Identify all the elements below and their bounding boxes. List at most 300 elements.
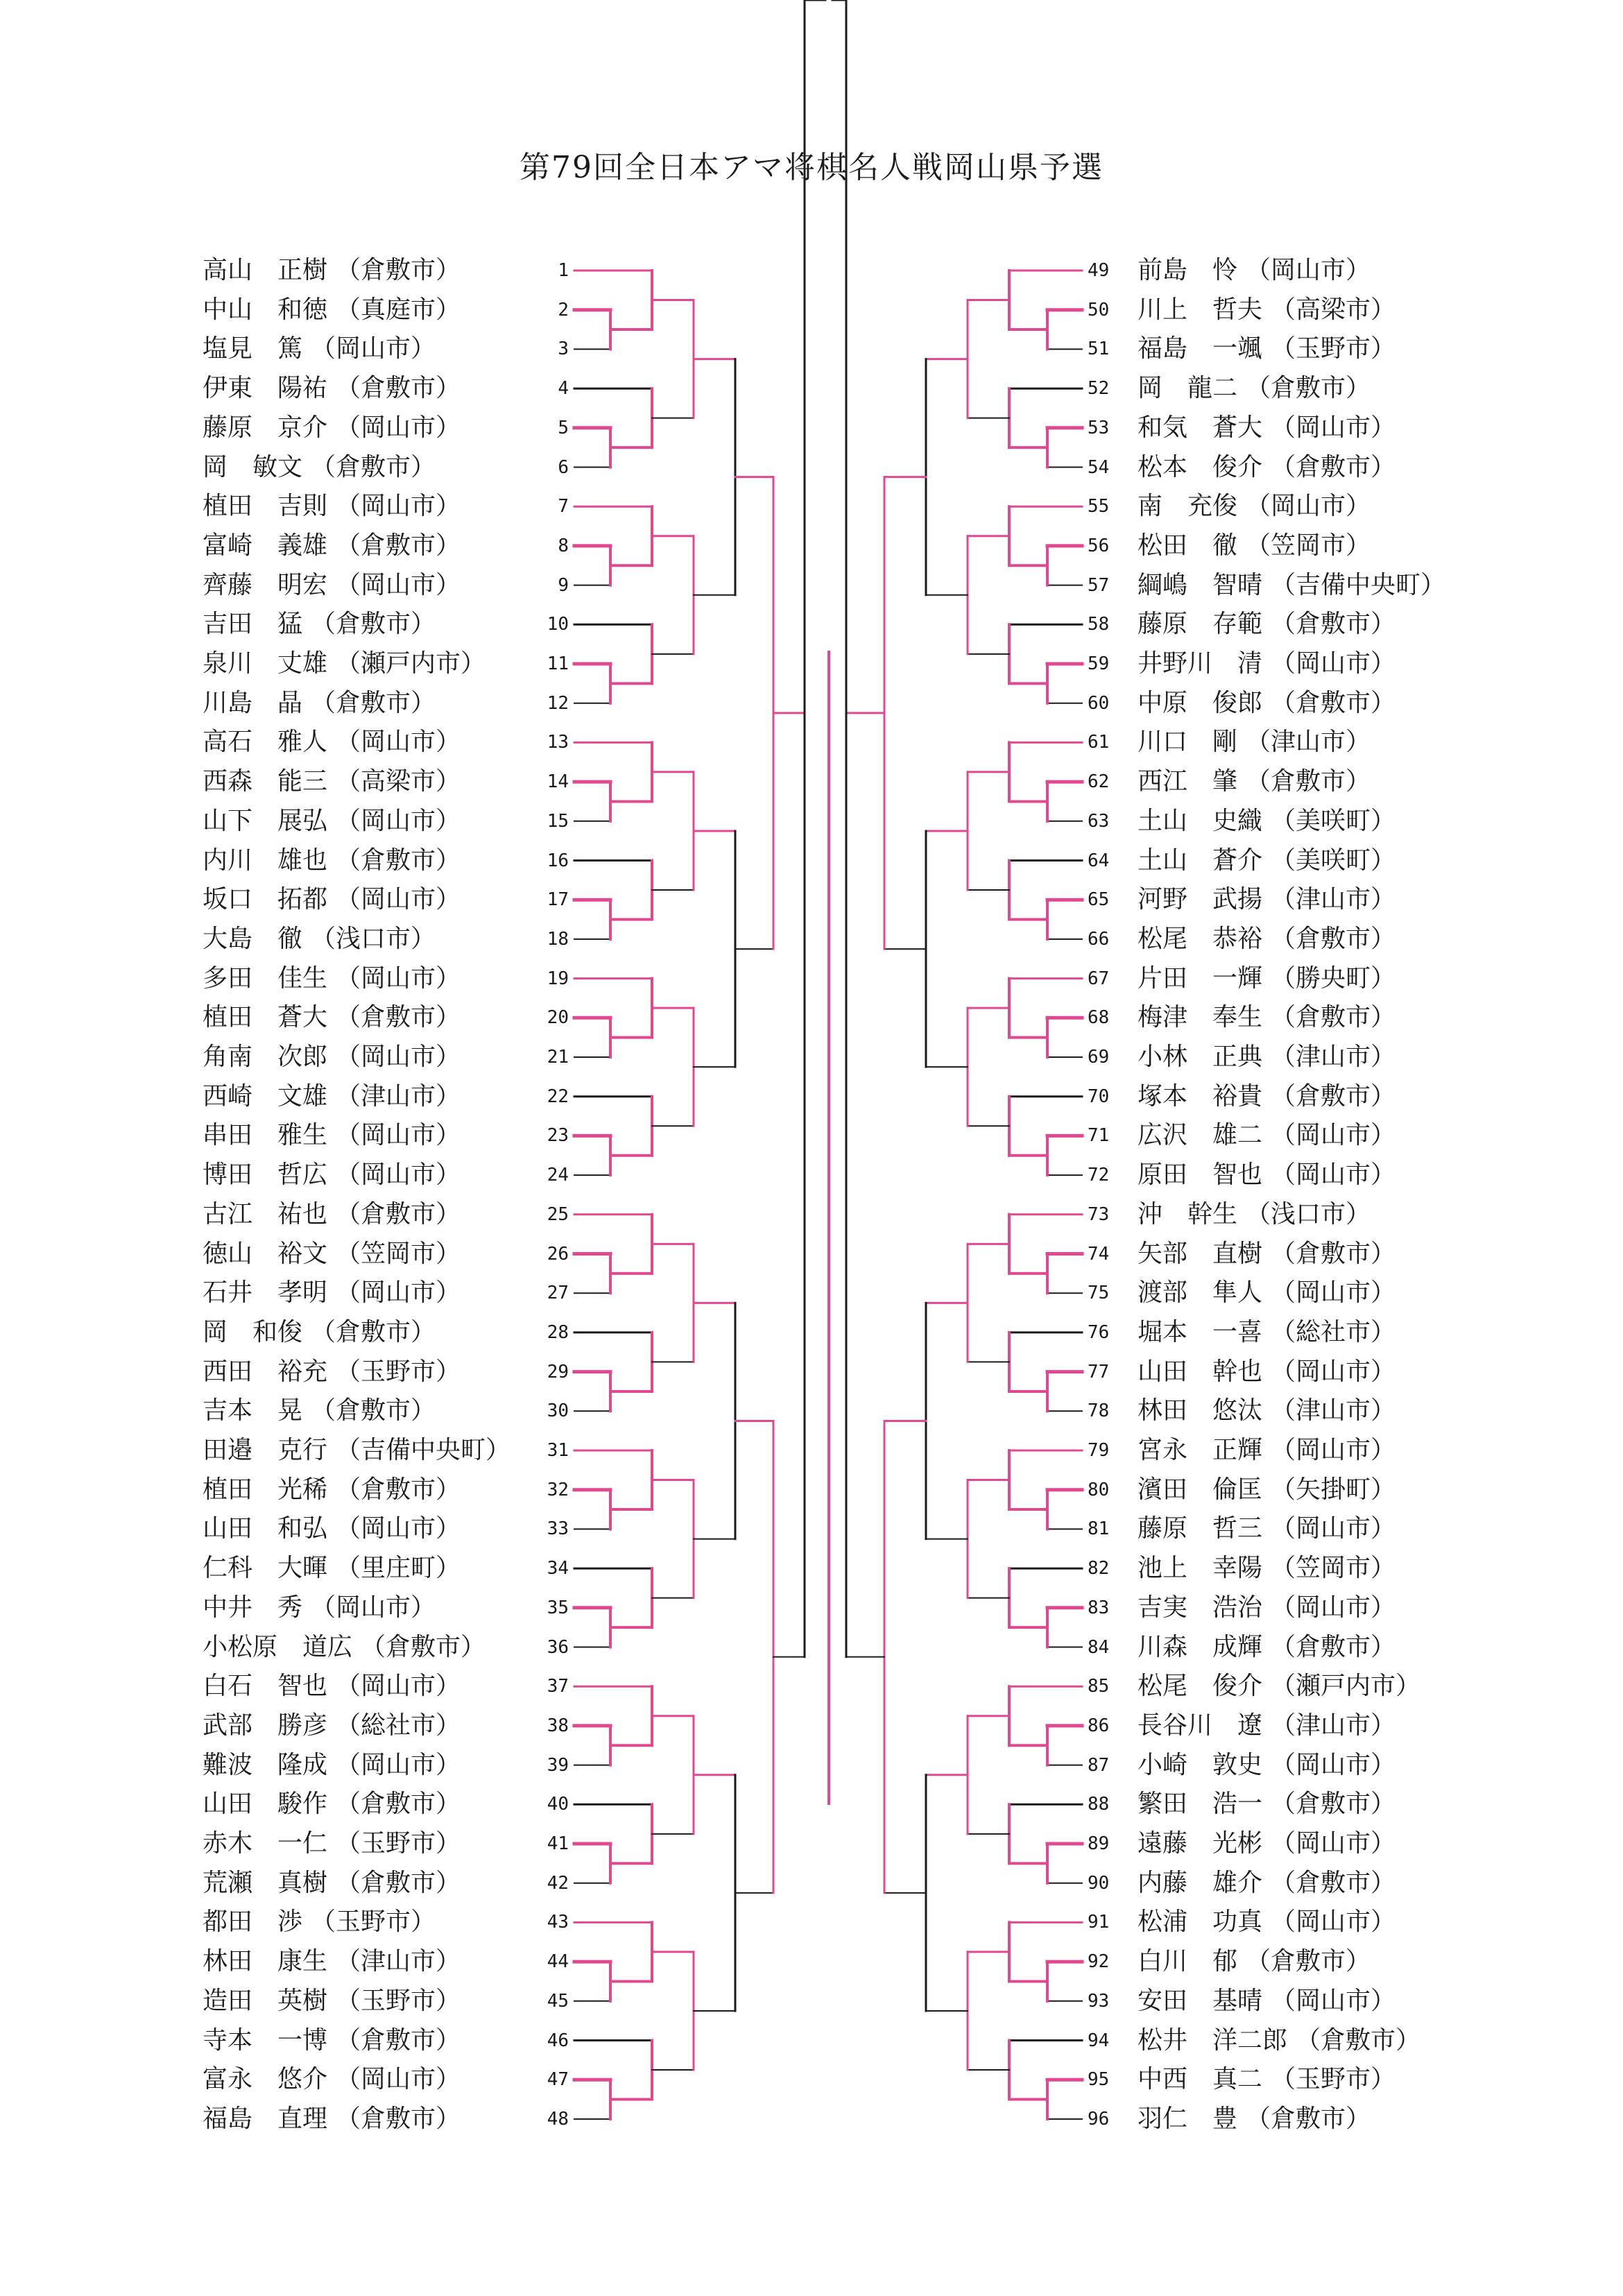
player-region: （高梁市） (336, 767, 461, 796)
seed-number: 49 (1088, 260, 1110, 281)
player-name: 林田 康生 (203, 1947, 328, 1976)
player-name: 白石 智也 (203, 1672, 328, 1701)
seed-number: 86 (1088, 1715, 1110, 1736)
player-entry (203, 487, 461, 526)
player-entry (203, 1235, 461, 1274)
player-name: 綱嶋 智晴 (1137, 570, 1263, 599)
player-name: 西森 能三 (203, 767, 328, 796)
player-name: 山田 幹也 (1137, 1357, 1263, 1386)
player-name: 松尾 恭裕 (1137, 924, 1263, 953)
player-region: （倉敷市） (336, 1790, 461, 1819)
seed-number: 42 (547, 1872, 569, 1894)
player-entry (203, 329, 436, 368)
seed-number: 36 (547, 1636, 569, 1658)
seed-number: 2 (558, 299, 569, 320)
player-entry (1137, 1824, 1396, 1863)
player-entry (1137, 1156, 1396, 1194)
seed-number: 75 (1088, 1283, 1110, 1304)
player-entry (203, 684, 436, 723)
seed-number: 30 (547, 1400, 569, 1422)
seed-number: 94 (1088, 2030, 1110, 2051)
player-region: （倉敷市） (1246, 1947, 1371, 1976)
seed-number: 85 (1088, 1676, 1110, 1697)
player-region: （津山市） (336, 1947, 461, 1976)
player-name: 大島 徹 (203, 924, 303, 953)
player-name: 西江 肇 (1137, 767, 1238, 796)
seed-number: 57 (1088, 574, 1110, 596)
player-entry (1137, 1235, 1396, 1274)
player-region: （岡山市） (1271, 1986, 1396, 2015)
seed-number: 47 (547, 2069, 569, 2091)
player-entry (203, 920, 436, 959)
player-name: 植田 光稀 (203, 1475, 328, 1504)
player-name: 長谷川 遼 (1137, 1711, 1263, 1740)
player-name: 福島 直理 (203, 2104, 328, 2133)
player-entry (203, 1471, 461, 1509)
player-name: 石井 孝明 (203, 1278, 328, 1308)
seed-number: 55 (1088, 496, 1110, 517)
player-region: （津山市） (1271, 885, 1396, 914)
player-region: （岡山市） (336, 885, 461, 914)
player-entry (1137, 1353, 1396, 1391)
player-name: 安田 基晴 (1137, 1986, 1263, 2015)
player-entry (1137, 329, 1396, 368)
player-region: （総社市） (336, 1711, 461, 1740)
player-entry (1137, 1667, 1420, 1706)
player-name: 松井 洋二郎 (1137, 2025, 1288, 2055)
player-region: （倉敷市） (1271, 1081, 1396, 1111)
player-name: 松尾 俊介 (1137, 1672, 1263, 1701)
player-name: 中山 和徳 (203, 295, 328, 324)
player-name: 片田 一輝 (1137, 963, 1263, 993)
player-entry (203, 605, 436, 644)
player-region: （玉野市） (1271, 334, 1396, 363)
player-entry (1137, 566, 1445, 605)
player-region: （倉敷市） (311, 610, 436, 639)
player-name: 濱田 倫匡 (1137, 1475, 1263, 1504)
player-name: 徳山 裕文 (203, 1239, 328, 1268)
player-region: （岡山市） (336, 1514, 461, 1543)
player-name: 藤原 京介 (203, 413, 328, 442)
player-name: 岡 和俊 (203, 1317, 303, 1346)
player-entry (203, 841, 461, 880)
seed-number: 58 (1088, 614, 1110, 635)
player-entry (203, 1391, 436, 1430)
player-entry (203, 1274, 461, 1312)
player-name: 西崎 文雄 (203, 1081, 328, 1111)
player-region: （笠岡市） (1246, 531, 1371, 560)
player-region: （岡山市） (1271, 649, 1396, 678)
player-name: 宮永 正輝 (1137, 1436, 1263, 1464)
player-region: （吉備中央町） (1271, 570, 1446, 599)
seed-number: 24 (547, 1165, 569, 1186)
seed-number: 22 (547, 1086, 569, 1107)
player-region: （玉野市） (336, 1986, 461, 2015)
player-region: （倉敷市） (336, 2104, 461, 2133)
player-name: 沖 幹生 (1137, 1199, 1238, 1228)
player-entry (203, 2100, 461, 2139)
player-name: 小林 正典 (1137, 1043, 1263, 1071)
player-region: （岡山市） (1246, 256, 1371, 284)
player-entry (1137, 723, 1371, 762)
seed-number: 61 (1088, 732, 1110, 753)
seed-number: 83 (1088, 1597, 1110, 1618)
player-name: 富崎 義雄 (203, 531, 328, 560)
player-region: （岡山市） (336, 1750, 461, 1779)
player-region: （津山市） (1271, 1043, 1396, 1071)
player-entry (1137, 2060, 1396, 2099)
player-entry (1137, 1038, 1396, 1077)
player-entry (1137, 1431, 1396, 1470)
seed-number: 29 (547, 1361, 569, 1382)
player-entry (203, 1156, 461, 1194)
player-entry (203, 880, 461, 919)
player-region: （岡山市） (336, 806, 461, 835)
player-entry (1137, 251, 1371, 290)
player-entry (203, 644, 486, 683)
player-entry (1137, 291, 1396, 329)
player-entry (1137, 1116, 1396, 1155)
player-entry (1137, 605, 1396, 644)
seed-number: 65 (1088, 889, 1110, 911)
player-region: （岡山市） (1271, 1908, 1396, 1937)
seed-number: 4 (558, 378, 569, 400)
seed-number: 12 (547, 692, 569, 714)
seed-number: 62 (1088, 771, 1110, 793)
player-name: 角南 次郎 (203, 1043, 328, 1071)
player-entry (203, 1864, 461, 1903)
player-region: （岡山市） (1271, 1593, 1396, 1622)
player-region: （浅口市） (1246, 1199, 1371, 1228)
player-region: （倉敷市） (336, 846, 461, 875)
player-region: （倉敷市） (336, 1475, 461, 1504)
player-entry (203, 2021, 461, 2060)
player-name: 田邉 克行 (203, 1436, 328, 1464)
player-entry (1137, 998, 1396, 1037)
seed-number: 19 (547, 968, 569, 989)
player-region: （倉敷市） (1296, 2025, 1421, 2055)
player-region: （津山市） (336, 1081, 461, 1111)
player-name: 川口 剛 (1137, 728, 1238, 757)
seed-number: 10 (547, 614, 569, 635)
player-entry (1137, 1942, 1371, 1981)
player-name: 羽仁 豊 (1137, 2104, 1238, 2133)
player-entry (203, 1982, 461, 2021)
player-region: （瀬戸内市） (1271, 1672, 1421, 1701)
seed-number: 31 (547, 1440, 569, 1461)
seed-number: 63 (1088, 810, 1110, 832)
player-region: （倉敷市） (1246, 767, 1371, 796)
player-entry (1137, 2021, 1420, 2060)
seed-number: 72 (1088, 1165, 1110, 1186)
player-entry (203, 1116, 461, 1155)
seed-number: 43 (547, 1912, 569, 1933)
player-entry (1137, 1903, 1396, 1942)
player-region: （岡山市） (336, 1121, 461, 1150)
seed-number: 50 (1088, 299, 1110, 320)
player-name: 白川 郁 (1137, 1947, 1238, 1976)
player-entry (203, 1509, 461, 1548)
player-entry (203, 1353, 461, 1391)
player-region: （岡山市） (336, 413, 461, 442)
seed-number: 38 (547, 1715, 569, 1736)
seed-number: 41 (547, 1833, 569, 1854)
player-region: （倉敷市） (1271, 688, 1396, 717)
player-entry (1137, 1746, 1396, 1785)
seed-number: 17 (547, 889, 569, 911)
player-region: （倉敷市） (1271, 452, 1396, 481)
seed-number: 51 (1088, 339, 1110, 360)
player-region: （玉野市） (336, 1357, 461, 1386)
player-name: 伊東 陽祐 (203, 374, 328, 403)
player-region: （高梁市） (1271, 295, 1396, 324)
player-name: 富永 悠介 (203, 2065, 328, 2094)
seed-number: 39 (547, 1754, 569, 1776)
player-entry (1137, 487, 1371, 526)
player-entry (1137, 684, 1396, 723)
player-name: 原田 智也 (1137, 1160, 1263, 1190)
seed-number: 37 (547, 1676, 569, 1697)
seed-number: 53 (1088, 417, 1110, 438)
seed-number: 16 (547, 850, 569, 871)
player-name: 古江 祐也 (203, 1199, 328, 1228)
player-entry (1137, 762, 1371, 801)
player-region: （岡山市） (336, 2065, 461, 2094)
player-name: 山田 駿作 (203, 1790, 328, 1819)
seed-number: 92 (1088, 1951, 1110, 1973)
player-entry (203, 1746, 461, 1785)
player-name: 内川 雄也 (203, 846, 328, 875)
player-name: 吉実 浩治 (1137, 1593, 1263, 1622)
player-region: （倉敷市） (1246, 2104, 1371, 2133)
player-name: 岡 敏文 (203, 452, 303, 481)
player-region: （玉野市） (311, 1908, 436, 1937)
player-name: 中井 秀 (203, 1593, 303, 1622)
player-entry (1137, 2100, 1371, 2139)
player-name: 難波 隆成 (203, 1750, 328, 1779)
seed-number: 79 (1088, 1440, 1110, 1461)
player-region: （玉野市） (336, 1829, 461, 1858)
player-name: 塩見 篤 (203, 334, 303, 363)
player-region: （倉敷市） (336, 1199, 461, 1228)
player-region: （玉野市） (1271, 2065, 1396, 2094)
seed-number: 44 (547, 1951, 569, 1973)
seed-number: 56 (1088, 535, 1110, 556)
player-name: 矢部 直樹 (1137, 1239, 1263, 1268)
seed-number: 64 (1088, 850, 1110, 871)
player-entry (203, 1195, 461, 1234)
player-region: （吉備中央町） (336, 1436, 511, 1464)
player-region: （倉敷市） (311, 1317, 436, 1346)
player-entry (203, 1588, 436, 1627)
seed-number: 26 (547, 1243, 569, 1265)
player-region: （岡山市） (1271, 1829, 1396, 1858)
player-name: 前島 怜 (1137, 256, 1238, 284)
seed-number: 59 (1088, 653, 1110, 674)
player-name: 植田 吉則 (203, 492, 328, 521)
player-name: 広沢 雄二 (1137, 1121, 1263, 1150)
seed-number: 8 (558, 535, 569, 556)
seed-number: 71 (1088, 1125, 1110, 1147)
seed-number: 13 (547, 732, 569, 753)
seed-number: 77 (1088, 1361, 1110, 1382)
seed-number: 76 (1088, 1321, 1110, 1343)
player-entry (203, 1667, 461, 1706)
player-entry (1137, 409, 1396, 447)
player-entry (1137, 1391, 1396, 1430)
seed-number: 15 (547, 810, 569, 832)
player-region: （岡山市） (336, 1278, 461, 1308)
player-entry (1137, 1785, 1396, 1824)
player-region: （岡山市） (336, 1672, 461, 1701)
player-entry (1137, 644, 1396, 683)
player-region: （津山市） (1271, 1711, 1396, 1740)
player-entry (1137, 920, 1396, 959)
player-name: 武部 勝彦 (203, 1711, 328, 1740)
seed-number: 93 (1088, 1990, 1110, 2012)
player-region: （瀬戸内市） (336, 649, 486, 678)
seed-number: 35 (547, 1597, 569, 1618)
player-region: （倉敷市） (1271, 1790, 1396, 1819)
player-region: （倉敷市） (311, 452, 436, 481)
player-region: （倉敷市） (1271, 1632, 1396, 1661)
player-entry (203, 251, 461, 290)
seed-number: 84 (1088, 1636, 1110, 1658)
player-region: （倉敷市） (336, 1003, 461, 1032)
seed-number: 1 (558, 260, 569, 281)
player-name: 梅津 奉生 (1137, 1003, 1263, 1032)
player-name: 繁田 浩一 (1137, 1790, 1263, 1819)
player-entry (1137, 1706, 1396, 1745)
player-entry (203, 566, 461, 605)
player-name: 松田 徹 (1137, 531, 1238, 560)
seed-number: 52 (1088, 378, 1110, 400)
player-entry (1137, 1588, 1396, 1627)
seed-number: 11 (547, 653, 569, 674)
player-entry (1137, 802, 1396, 841)
player-region: （総社市） (1271, 1317, 1396, 1346)
seed-number: 9 (558, 574, 569, 596)
seed-number: 33 (547, 1518, 569, 1540)
player-name: 内藤 雄介 (1137, 1868, 1263, 1897)
player-entry (203, 291, 461, 329)
player-region: （岡山市） (1271, 413, 1396, 442)
seed-number: 80 (1088, 1479, 1110, 1500)
player-name: 植田 蒼大 (203, 1003, 328, 1032)
player-region: （岡山市） (1271, 1436, 1396, 1464)
player-name: 博田 哲広 (203, 1160, 328, 1190)
player-region: （笠岡市） (336, 1239, 461, 1268)
player-entry (203, 1824, 461, 1863)
player-name: 川森 成輝 (1137, 1632, 1263, 1661)
player-name: 池上 幸陽 (1137, 1554, 1263, 1583)
player-name: 西田 裕充 (203, 1357, 328, 1386)
player-entry (1137, 1077, 1396, 1116)
seed-number: 67 (1088, 968, 1110, 989)
player-region: （岡山市） (336, 1160, 461, 1190)
player-region: （倉敷市） (336, 374, 461, 403)
seed-number: 81 (1088, 1518, 1110, 1540)
player-region: （倉敷市） (1271, 924, 1396, 953)
player-region: （岡山市） (336, 1043, 461, 1071)
player-region: （津山市） (1271, 1396, 1396, 1425)
player-region: （倉敷市） (1246, 374, 1371, 403)
seed-number: 66 (1088, 928, 1110, 950)
seed-number: 74 (1088, 1243, 1110, 1265)
seed-number: 91 (1088, 1912, 1110, 1933)
player-entry (203, 998, 461, 1037)
player-region: （里庄町） (336, 1554, 461, 1583)
seed-number: 90 (1088, 1872, 1110, 1894)
player-region: （真庭市） (336, 295, 461, 324)
player-entry (1137, 369, 1371, 408)
player-entry (203, 959, 461, 998)
player-region: （岡山市） (1271, 1160, 1396, 1190)
player-name: 多田 佳生 (203, 963, 328, 993)
player-name: 土山 蒼介 (1137, 846, 1263, 875)
seed-number: 54 (1088, 456, 1110, 478)
player-region: （倉敷市） (311, 688, 436, 717)
player-name: 串田 雅生 (203, 1121, 328, 1150)
player-entry (203, 448, 436, 487)
player-region: （倉敷市） (336, 256, 461, 284)
player-entry (203, 526, 461, 565)
seed-number: 6 (558, 456, 569, 478)
player-entry (1137, 959, 1396, 998)
player-entry (203, 1077, 461, 1116)
seed-number: 48 (547, 2108, 569, 2130)
player-entry (1137, 1471, 1396, 1509)
player-entry (1137, 1982, 1396, 2021)
seed-number: 25 (547, 1203, 569, 1225)
player-region: （倉敷市） (1271, 1003, 1396, 1032)
seed-number: 21 (547, 1047, 569, 1068)
player-name: 南 充俊 (1137, 492, 1238, 521)
seed-number: 27 (547, 1283, 569, 1304)
player-entry (203, 369, 461, 408)
player-name: 松本 俊介 (1137, 452, 1263, 481)
seed-number: 40 (547, 1794, 569, 1815)
seed-number: 32 (547, 1479, 569, 1500)
seed-number: 73 (1088, 1203, 1110, 1225)
player-entry (203, 1903, 436, 1942)
seed-number: 87 (1088, 1754, 1110, 1776)
player-region: （岡山市） (311, 1593, 436, 1622)
seed-number: 96 (1088, 2108, 1110, 2130)
player-entry (1137, 880, 1396, 919)
player-entry (203, 802, 461, 841)
seed-number: 23 (547, 1125, 569, 1147)
player-name: 河野 武揚 (1137, 885, 1263, 914)
player-entry (203, 762, 461, 801)
player-name: 塚本 裕貴 (1137, 1081, 1263, 1111)
player-region: （岡山市） (1271, 1357, 1396, 1386)
player-entry (1137, 841, 1396, 880)
player-name: 小崎 敦史 (1137, 1750, 1263, 1779)
player-region: （笠岡市） (1271, 1554, 1396, 1583)
player-region: （岡山市） (336, 492, 461, 521)
player-region: （岡山市） (311, 334, 436, 363)
player-entry (1137, 1549, 1396, 1588)
player-entry (1137, 1195, 1371, 1234)
player-name: 高山 正樹 (203, 256, 328, 284)
player-region: （岡山市） (336, 570, 461, 599)
seed-number: 60 (1088, 692, 1110, 714)
player-name: 中西 真二 (1137, 2065, 1263, 2094)
seed-number: 18 (547, 928, 569, 950)
player-name: 岡 龍二 (1137, 374, 1238, 403)
player-name: 赤木 一仁 (203, 1829, 328, 1858)
